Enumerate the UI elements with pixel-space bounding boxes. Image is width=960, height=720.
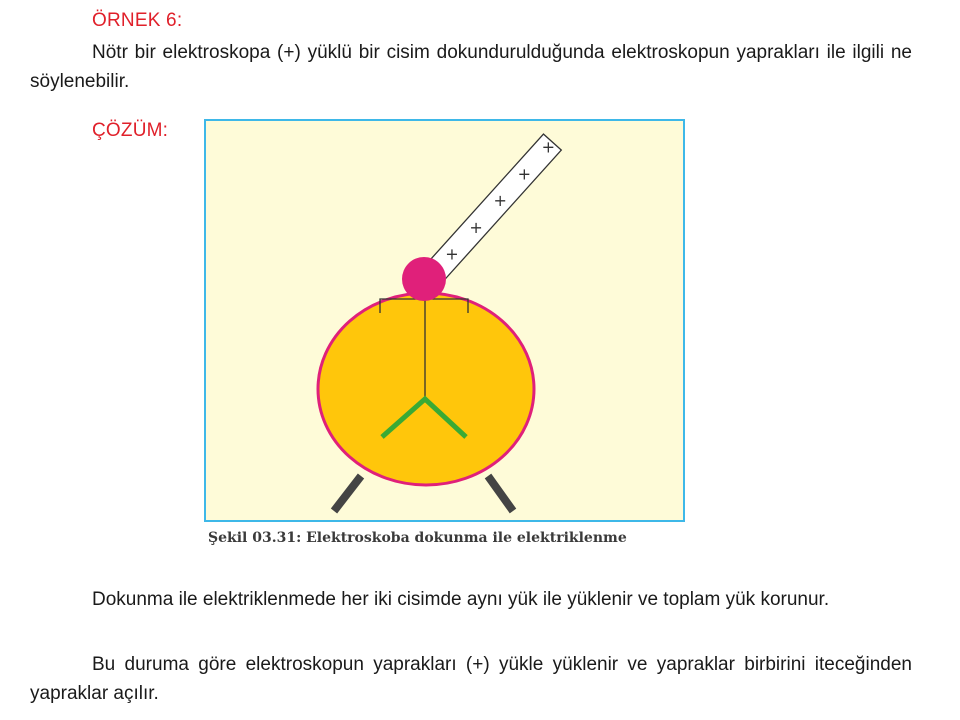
- right-leg: [488, 476, 513, 511]
- figure-caption: Şekil 03.31: Elektroskoba dokunma ile elektriklenme: [208, 530, 627, 546]
- positive-charge-sign: +: [469, 217, 483, 237]
- positive-charge-sign: +: [493, 191, 507, 211]
- solution-paragraph-1: Dokunma ile elektriklenmede her iki cisimde aynı yük ile yüklenir ve toplam yük korunur.: [92, 589, 830, 610]
- positive-charge-sign: +: [517, 164, 531, 184]
- positive-charge-sign: +: [445, 244, 459, 264]
- question-text: Nötr bir elektroskopa (+) yüklü bir cisim dokundurulduğunda elektroskopun yaprakları ile ilgili ne söylenebilir.: [30, 42, 912, 92]
- electroscope-figure: [204, 119, 685, 522]
- charged-rod: [424, 130, 564, 282]
- example-title: ÖRNEK 6:: [92, 10, 183, 31]
- electroscope-diagram: [206, 121, 687, 524]
- solution-paragraph-2: Bu duruma göre elektroskopun yaprakları (+) yükle yüklenir ve yapraklar birbirini iteceğinden yapraklar açılır.: [30, 654, 912, 704]
- electroscope-knob: [402, 257, 446, 301]
- electroscope-body: [318, 293, 534, 485]
- positive-charge-sign: +: [541, 137, 556, 157]
- left-leg: [334, 476, 361, 511]
- solution-title: ÇÖZÜM:: [92, 120, 169, 141]
